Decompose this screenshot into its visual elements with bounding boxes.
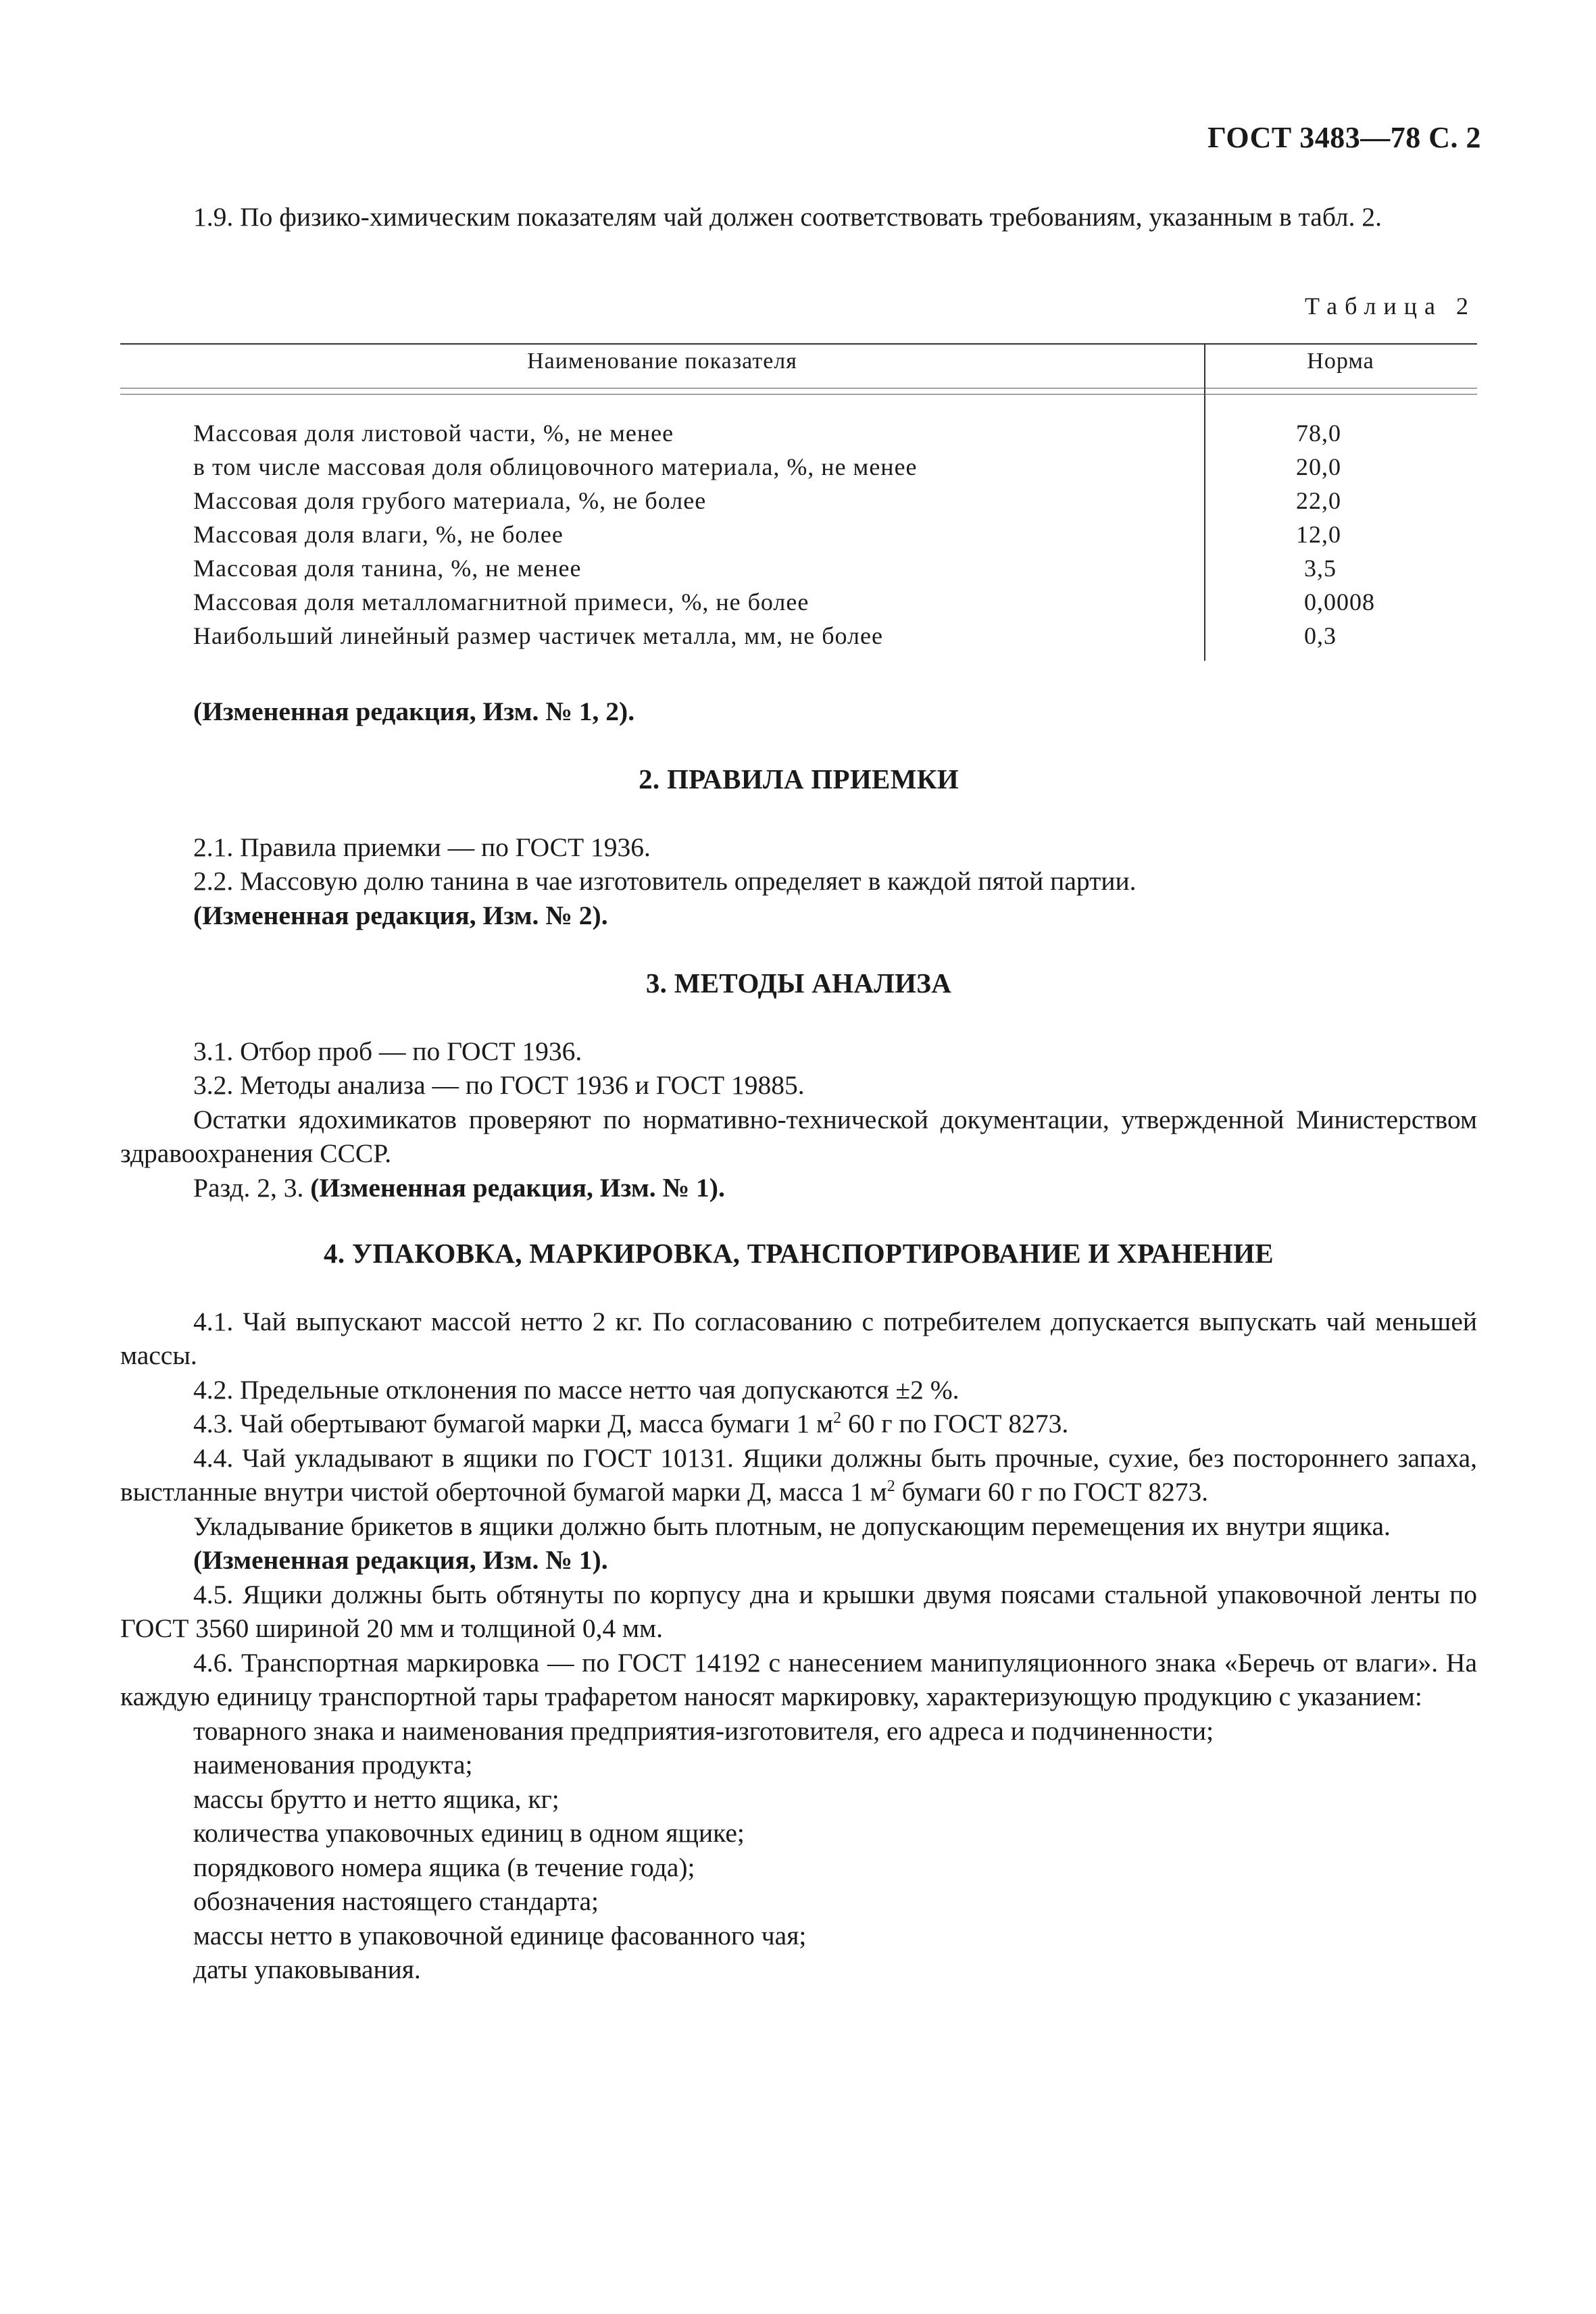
table-row: [120, 588, 1477, 622]
table-row: [120, 486, 1477, 520]
section-2: [120, 762, 1477, 932]
edit-note: (Измененная редакция, Изм. № 2).: [193, 900, 608, 930]
edit-note: (Измененная редакция, Изм. № 1, 2).: [193, 697, 635, 726]
superscript: 2: [833, 1409, 842, 1427]
list-item: наименования продукта;: [193, 1750, 473, 1780]
paragraph-4-4-text-end: бумаги 60 г по ГОСТ 8273.: [895, 1477, 1209, 1507]
table-cell-norm: 20,0: [1296, 453, 1341, 480]
table-cell-norm: 22,0: [1296, 487, 1341, 514]
list-item: количества упаковочных единиц в одном ящике;: [193, 1818, 745, 1848]
table-cell-name: Массовая доля влаги, %, не более: [193, 521, 564, 548]
paragraph-4-4-text: 4.4. Чай укладывают в ящики по ГОСТ 10131. Ящики должны быть прочные, сухие, без постороннего запаха, выстланные внутри чистой оберточной бумагой марки Д, масса 1 м: [120, 1442, 1477, 1507]
paragraph-3-2: 3.2. Методы анализа — по ГОСТ 1936 и ГОСТ 19885.: [193, 1070, 805, 1100]
paragraph-4-4-packing: Укладывание брикетов в ящики должно быть плотным, не допускающим перемещения их внутри ящика.: [193, 1511, 1391, 1541]
table-row: [120, 622, 1477, 655]
table-cell-norm: 0,0008: [1304, 588, 1375, 615]
table-header-name: Наименование показателя: [527, 349, 797, 374]
section-3: [120, 966, 1477, 1205]
table-cell-norm: 0,3: [1304, 622, 1337, 649]
edit-note: (Измененная редакция, Изм. № 1).: [193, 1545, 608, 1575]
table-cell-norm: 78,0: [1296, 420, 1341, 447]
list-item: порядкового номера ящика (в течение года);: [193, 1852, 695, 1882]
paragraph-2-2: 2.2. Массовую долю танина в чае изготовитель определяет в каждой пятой партии.: [193, 866, 1137, 896]
list-item: обозначения настоящего стандарта;: [193, 1886, 599, 1916]
list-item: массы брутто и нетто ящика, кг;: [193, 1784, 559, 1814]
paragraph-1-9: 1.9. По физико-химическим показателям чай должен соответствовать требованиям, указанным в табл. 2.: [193, 202, 1382, 232]
table-caption: Таблица 2: [1305, 293, 1476, 320]
paragraph-4-5: 4.5. Ящики должны быть обтянуты по корпусу дна и крышки двумя поясами стальной упаковочной ленты по ГОСТ 3560 шириной 20 мм и толщиной 0,4 мм.: [120, 1579, 1477, 1643]
paragraph-3-2-residues: Остатки ядохимикатов проверяют по нормативно-технической документации, утвержденной Министерством здравоохранения СССР.: [120, 1104, 1477, 1168]
list-item: товарного знака и наименования предприятия-изготовителя, его адреса и подчиненности;: [193, 1715, 1214, 1746]
table-cell-name: Массовая доля танина, %, не менее: [193, 555, 582, 582]
section-4-title: 4. УПАКОВКА, МАРКИРОВКА, ТРАНСПОРТИРОВАНИЕ И ХРАНЕНИЕ: [324, 1238, 1274, 1269]
table-top-rule: [120, 343, 1477, 345]
section-3-title: 3. МЕТОДЫ АНАЛИЗА: [645, 967, 952, 999]
superscript: 2: [887, 1477, 895, 1495]
paragraph-4-2: 4.2. Предельные отклонения по массе нетто чая допускаются ±2 %.: [193, 1374, 959, 1405]
section-4: [120, 1236, 1477, 1987]
paragraph-3-1: 3.1. Отбор проб — по ГОСТ 1936.: [193, 1036, 582, 1066]
table-edit-note-block: [120, 695, 1477, 729]
paragraph-4-6: 4.6. Транспортная маркировка — по ГОСТ 14192 с нанесением манипуляционного знака «Беречь от влаги». На каждую единицу транспортной тары трафаретом наносят маркировку, характеризующую продукцию с указанием:: [120, 1647, 1477, 1711]
table-cell-name: в том числе массовая доля облицовочного материала, %, не менее: [193, 453, 918, 480]
paragraph-4-3-text: 4.3. Чай обертывают бумагой марки Д, масса бумаги 1 м: [193, 1409, 834, 1438]
table-row: [120, 520, 1477, 554]
paragraph-4-1: 4.1. Чай выпускают массой нетто 2 кг. По согласованию с потребителем допускается выпускать чай меньшей массы.: [120, 1306, 1477, 1370]
table-row: [120, 419, 1477, 453]
section-2-title: 2. ПРАВИЛА ПРИЕМКИ: [639, 763, 959, 795]
table-header-norm: Норма: [1307, 349, 1374, 374]
table-row: [120, 554, 1477, 588]
table-cell-norm: 12,0: [1296, 521, 1341, 548]
sections-ref: Разд. 2, 3.: [193, 1172, 311, 1203]
edit-note: (Измененная редакция, Изм. № 1).: [310, 1172, 725, 1203]
paragraph-1-9-block: [120, 200, 1477, 234]
table-cell-name: Наибольший линейный размер частичек металла, мм, не более: [193, 622, 883, 649]
table-cell-name: Массовая доля металломагнитной примеси, %, не более: [193, 588, 809, 615]
paragraph-4-4: [120, 1441, 1477, 1509]
table-cell-name: Массовая доля листовой части, %, не менее: [193, 420, 674, 447]
page-header: ГОСТ 3483—78 С. 2: [1207, 121, 1481, 154]
paragraph-sections-note: [120, 1171, 1477, 1205]
paragraph-4-3-text-end: 60 г по ГОСТ 8273.: [841, 1409, 1069, 1438]
list-item: даты упаковывания.: [193, 1955, 421, 1984]
paragraph-4-3: [120, 1407, 1477, 1441]
list-item: массы нетто в упаковочной единице фасованного чая;: [193, 1920, 807, 1951]
table-cell-name: Массовая доля грубого материала, %, не более: [193, 487, 707, 514]
table-header-rule: [120, 394, 1477, 395]
table-row: [120, 453, 1477, 486]
table-cell-norm: 3,5: [1304, 555, 1337, 582]
paragraph-2-1: 2.1. Правила приемки — по ГОСТ 1936.: [193, 832, 651, 862]
